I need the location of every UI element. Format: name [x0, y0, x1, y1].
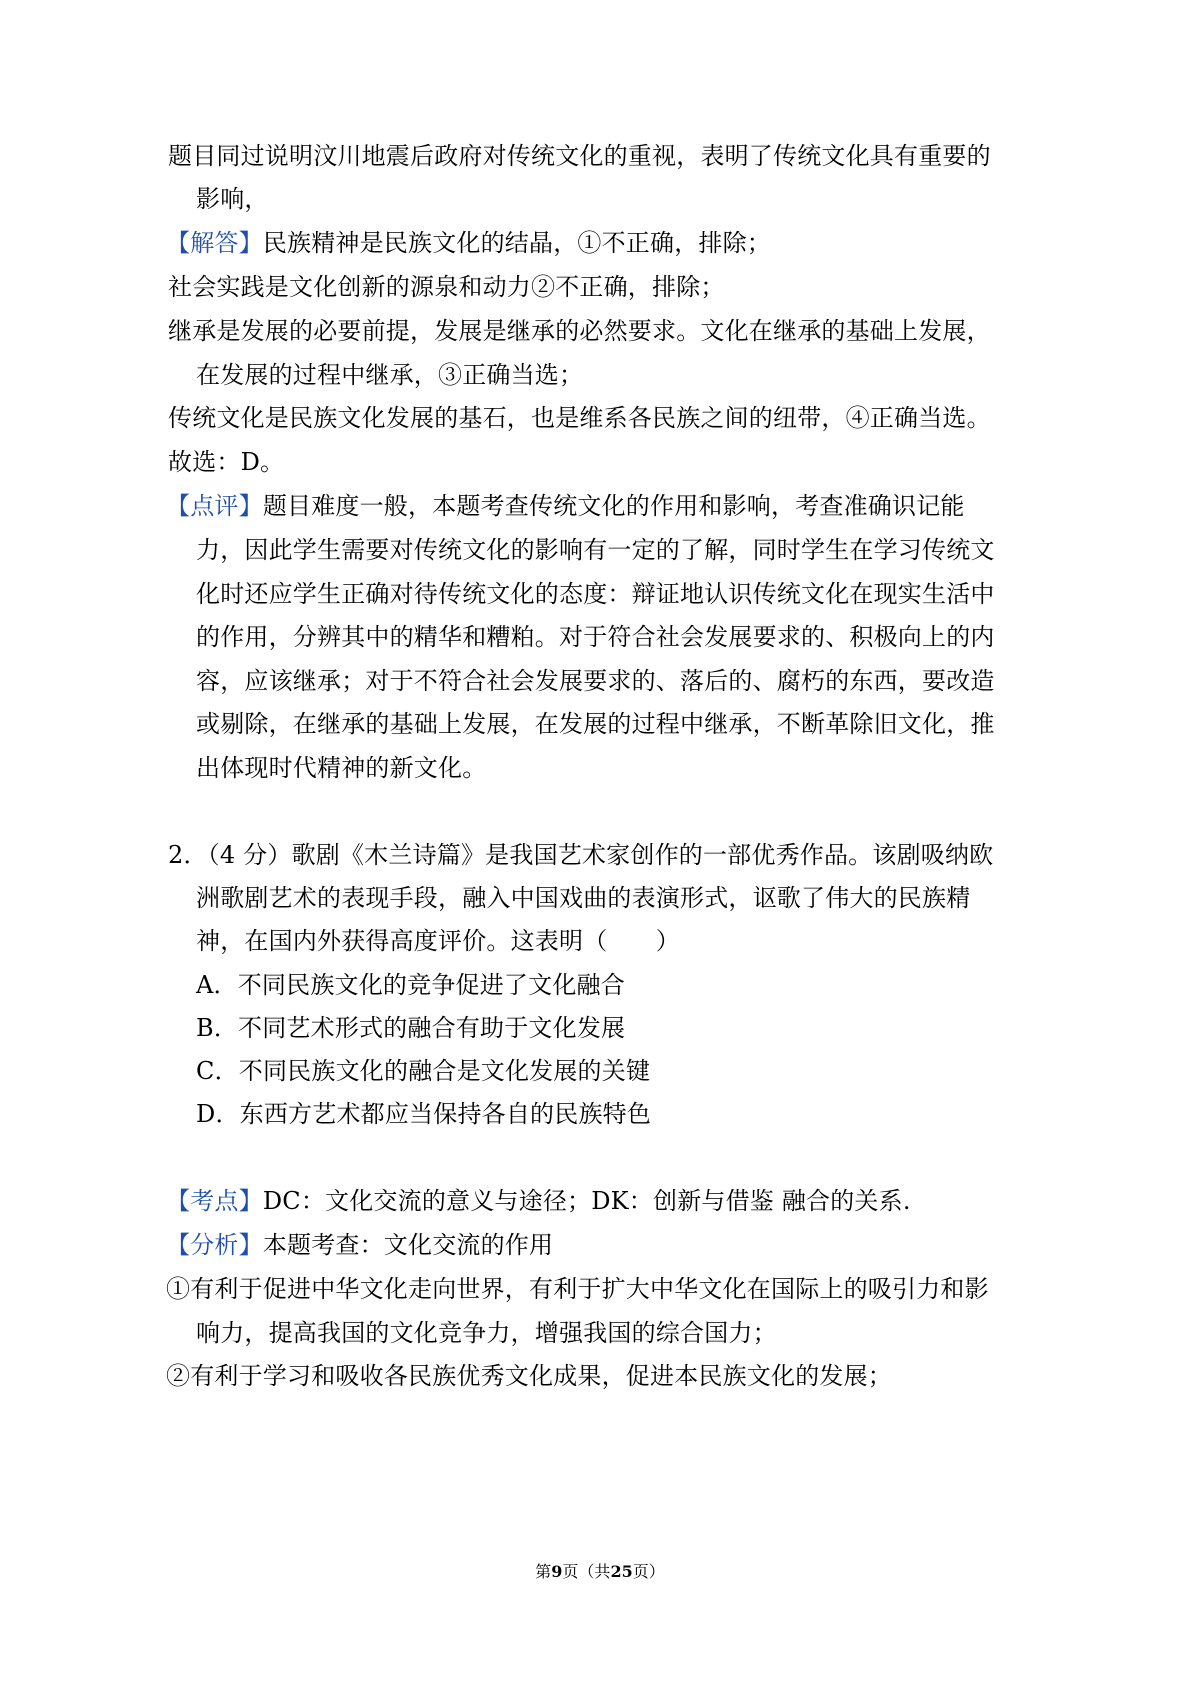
comment-line-6: 或剔除，在继承的基础上发展，在发展的过程中继承，不断革除旧文化，推 — [196, 710, 995, 738]
comment-line-7: 出体现时代精神的新文化。 — [196, 754, 487, 782]
analysis-tail-line-1: 题目同过说明汶川地震后政府对传统文化的重视，表明了传统文化具有重要的 — [168, 142, 991, 170]
comment-tag: 【点评】 — [166, 492, 263, 520]
footer-middle: 页（共 — [562, 1562, 611, 1581]
comment-text: 题目难度一般，本题考查传统文化的作用和影响，考查准确识记能 — [262, 492, 965, 520]
answer-text: 民族精神是民族文化的结晶，①不正确，排除； — [262, 229, 772, 257]
answer-line-3: 继承是发展的必要前提，发展是继承的必然要求。文化在继承的基础上发展， — [168, 317, 991, 345]
option-c: C．不同民族文化的融合是文化发展的关键 — [196, 1057, 651, 1085]
answer-line-2: 社会实践是文化创新的源泉和动力②不正确，排除； — [168, 273, 725, 301]
comment-line-3: 化时还应学生正确对待传统文化的态度：辩证地认识传统文化在现实生活中 — [196, 580, 995, 608]
analysis-tail-line-2: 影响， — [196, 185, 269, 213]
kaodian-line — [166, 1186, 911, 1216]
footer-suffix: 页） — [632, 1562, 665, 1581]
footer-total-pages: 25 — [610, 1562, 633, 1581]
kaodian-tag: 【考点】 — [166, 1187, 263, 1215]
footer-page-number: 9 — [551, 1562, 563, 1581]
analysis-tag: 【分析】 — [166, 1231, 263, 1259]
option-b: B．不同艺术形式的融合有助于文化发展 — [196, 1014, 626, 1042]
option-a: A．不同民族文化的竞争促进了文化融合 — [196, 971, 625, 999]
kaodian-text: DC：文化交流的意义与途径；DK：创新与借鉴 融合的关系. — [262, 1187, 911, 1215]
analysis-line-1 — [166, 1230, 553, 1260]
answer-line-6: 故选：D。 — [168, 448, 285, 476]
answer-tag: 【解答】 — [166, 229, 263, 257]
analysis-line-2: ①有利于促进中华文化走向世界，有利于扩大中华文化在国际上的吸引力和影 — [166, 1275, 989, 1303]
question-stem-line-3: 神，在国内外获得高度评价。这表明（ ） — [196, 927, 680, 955]
analysis-text: 本题考查：文化交流的作用 — [262, 1231, 554, 1259]
footer-prefix: 第 — [535, 1562, 552, 1581]
comment-line-5: 容，应该继承；对于不符合社会发展要求的、落后的、腐朽的东西，要改造 — [196, 667, 995, 695]
comment-line-4: 的作用，分辨其中的精华和糟粕。对于符合社会发展要求的、积极向上的内 — [196, 623, 995, 651]
answer-line-5: 传统文化是民族文化发展的基石，也是维系各民族之间的纽带，④正确当选。 — [168, 404, 991, 432]
comment-line-1 — [166, 491, 965, 521]
analysis-line-3: 响力，提高我国的文化竞争力，增强我国的综合国力； — [196, 1319, 777, 1347]
comment-line-2: 力，因此学生需要对传统文化的影响有一定的了解，同时学生在学习传统文 — [196, 536, 995, 564]
option-d: D．东西方艺术都应当保持各自的民族特色 — [196, 1100, 652, 1128]
analysis-line-4: ②有利于学习和吸收各民族优秀文化成果，促进本民族文化的发展； — [166, 1362, 892, 1390]
question-stem-line-2: 洲歌剧艺术的表现手段，融入中国戏曲的表演形式，讴歌了伟大的民族精 — [196, 884, 971, 912]
page-footer — [0, 1562, 1200, 1582]
question-stem-line-1: 2．（4 分）歌剧《木兰诗篇》是我国艺术家创作的一部优秀作品。该剧吸纳欧 — [168, 841, 994, 869]
answer-line-4: 在发展的过程中继承，③正确当选； — [196, 361, 584, 389]
answer-line-1 — [166, 228, 771, 258]
